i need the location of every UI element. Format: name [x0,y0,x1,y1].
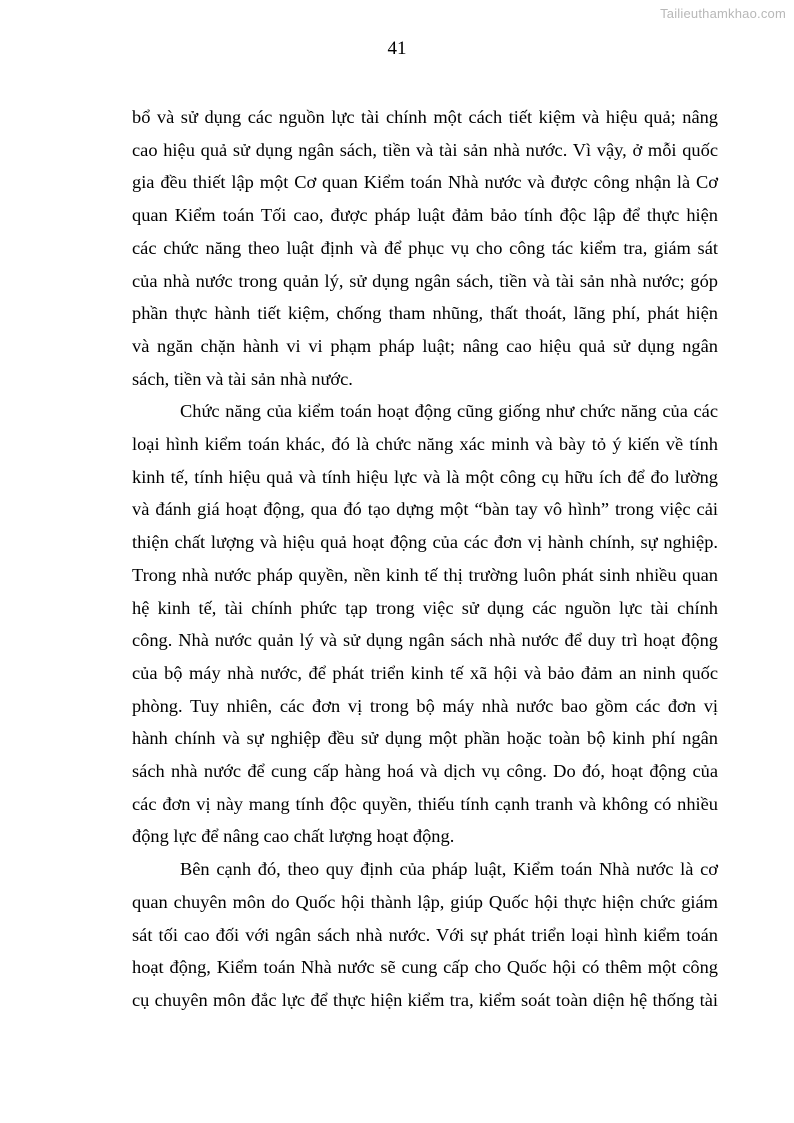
text-line: và ngăn chặn hành vi vi phạm pháp luật; nâng cao hiệu quả sử dụng ngân [132,335,718,356]
text-line: hoạt động, Kiểm toán Nhà nước sẽ cung cấp cho Quốc hội có thêm một công [132,957,718,978]
text-line: cao hiệu quả sử dụng ngân sách, tiền và tài sản nhà nước. Vì vậy, ở mỗi quốc [132,139,718,160]
text-line: phòng. Tuy nhiên, các đơn vị trong bộ máy nhà nước bao gồm các đơn vị [132,695,718,716]
text-line: sách nhà nước để cung cấp hàng hoá và dịch vụ công. Do đó, hoạt động của [132,761,718,782]
text-line: và đánh giá hoạt động, qua đó tạo dựng một “bàn tay vô hình” trong việc cải [132,499,718,520]
text-line: hành chính và sự nghiệp đều sử dụng một phần hoặc toàn bộ kinh phí ngân [132,728,718,749]
text-line: phần thực hành tiết kiệm, chống tham nhũng, thất thoát, lãng phí, phát hiện [132,303,718,324]
paragraph-3 [132,853,718,1017]
text-line: Trong nhà nước pháp quyền, nền kinh tế thị trường luôn phát sinh nhiều quan [132,564,718,585]
text-line: các chức năng theo luật định và để phục vụ cho công tác kiểm tra, giám sát [132,237,718,258]
text-line: hệ kinh tế, tài chính phức tạp trong việc sử dụng các nguồn lực tài chính [132,597,718,618]
text-line: quan chuyên môn do Quốc hội thành lập, giúp Quốc hội thực hiện chức giám [132,891,718,912]
paragraph-1 [132,101,718,395]
text-line: Chức năng của kiểm toán hoạt động cũng giống như chức năng của các [180,401,718,422]
paragraph-2 [132,395,718,853]
text-line: cụ chuyên môn đắc lực để thực hiện kiểm tra, kiểm soát toàn diện hệ thống tài [132,989,718,1010]
text-line: quan Kiểm toán Tối cao, được pháp luật đảm bảo tính độc lập để thực hiện [132,205,718,226]
text-line: gia đều thiết lập một Cơ quan Kiểm toán Nhà nước và được công nhận là Cơ [132,172,718,193]
text-line: sách, tiền và tài sản nhà nước. [132,368,353,389]
text-line: loại hình kiểm toán khác, đó là chức năng xác minh và bày tỏ ý kiến về tính [132,434,718,455]
text-line: công. Nhà nước quản lý và sử dụng ngân sách nhà nước để duy trì hoạt động [132,630,718,651]
text-line: bổ và sử dụng các nguồn lực tài chính một cách tiết kiệm và hiệu quả; nâng [132,107,718,127]
watermark-text: Tailieuthamkhao.com [660,6,786,21]
document-body [132,101,718,1017]
text-line: thiện chất lượng và hiệu quả hoạt động của các đơn vị hành chính, sự nghiệp. [132,532,718,553]
text-line: của bộ máy nhà nước, để phát triển kinh tế xã hội và bảo đảm an ninh quốc [132,662,718,683]
text-line: các đơn vị này mang tính độc quyền, thiếu tính cạnh tranh và không có nhiều [132,793,718,814]
text-line: của nhà nước trong quản lý, sử dụng ngân sách, tiền và tài sản nhà nước; góp [132,270,718,291]
text-line: Bên cạnh đó, theo quy định của pháp luật, Kiểm toán Nhà nước là cơ [180,859,718,880]
page-number: 41 [387,38,407,59]
text-line: sát tối cao đối với ngân sách nhà nước. Với sự phát triển loại hình kiểm toán [132,924,718,945]
text-line: kinh tế, tính hiệu quả và tính hiệu lực và là một công cụ hữu ích để đo lường [132,466,718,487]
text-line: động lực để nâng cao chất lượng hoạt động. [132,826,455,847]
